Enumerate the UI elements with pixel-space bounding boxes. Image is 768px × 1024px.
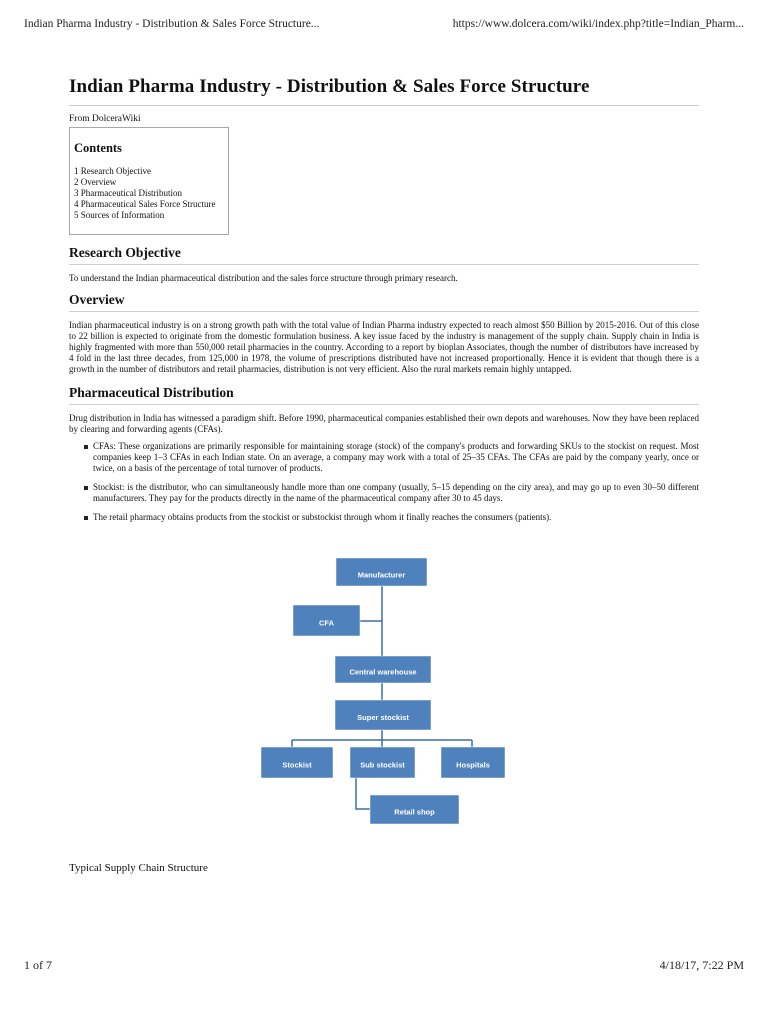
bullet-text-cfas: CFAs: These organizations are primarily responsible for maintaining storage (stock) of the company's products and forwarding SKUs to the stockist on request. Most companies keep 1–3 CFAs in each Indian state. On an average, a company may work with a total of 25–35 CFAs. The CFAs are paid by the company yearly, once or twice, on a basis of the percentage of total turnover of products. — [93, 441, 699, 473]
toc-item-research-objective[interactable]: 1 Research Objective — [74, 166, 151, 176]
print-footer — [24, 958, 744, 974]
print-datetime: 4/18/17, 7:22 PM — [659, 958, 744, 972]
toc-title: Contents — [74, 141, 122, 155]
node-retail-shop-label: Retail shop — [394, 807, 435, 817]
page-number: 1 of 7 — [24, 958, 52, 972]
node-stockist-label: Stockist — [282, 760, 312, 770]
toc-item-sales-force-structure[interactable]: 4 Pharmaceutical Sales Force Structure — [74, 199, 216, 209]
bullet-text-retail-pharmacy: The retail pharmacy obtains products from the stockist or substockist through whom it finally reaches the consumers (patients). — [93, 512, 552, 522]
node-sub-stockist-label: Sub stockist — [360, 760, 405, 770]
distribution-intro-text: Drug distribution in India has witnessed a paradigm shift. Before 1990, pharmaceutical companies established their own depots and warehouses. Now they have been replaced by clearing and forwarding agents (CFAs). — [69, 413, 699, 434]
connector-substockist-retail — [356, 778, 370, 809]
node-super-stockist-label: Super stockist — [357, 712, 409, 722]
node-cfa-label: CFA — [319, 618, 334, 628]
page-title: Indian Pharma Industry - Distribution & Sales Force Structure — [69, 76, 699, 106]
print-header-title: Indian Pharma Industry - Distribution & Sales Force Structure... — [24, 18, 320, 30]
section-heading-research-objective: Research Objective — [69, 245, 699, 265]
node-central-warehouse-label: Central warehouse — [349, 667, 417, 677]
toc-item-pharmaceutical-distribution[interactable]: 3 Pharmaceutical Distribution — [74, 188, 182, 198]
bullet-text-stockist: Stockist: is the distributor, who can simultaneously handle more than one company (usually, 5–15 depending on the city area), and may go up to even 30–50 different manufacturers. They pay for the products directly in the name of the pharmaceutical company after 30 to 45 days. — [93, 482, 699, 503]
toc-item-sources[interactable]: 5 Sources of Information — [74, 210, 165, 220]
diagram-caption: Typical Supply Chain Structure — [69, 862, 208, 874]
node-hospitals-label: Hospitals — [456, 760, 490, 770]
section-heading-overview: Overview — [69, 292, 699, 312]
overview-text: Indian pharmaceutical industry is on a strong growth path with the total value of Indian Pharma industry expected to reach almost $50 Billion by 2015-2016. Out of this close to 22 billion is expected to originate from the domestic formulation business. A key issue faced by the industry is management of the supply chain. Supply chain in India is highly fragmented with more than 550,000 retail pharmacies in the country. According to a report by bioplan Associates, though the number of distributors have increased by 4 fold in the last three decades, from 125,000 in 1978, the volume of prescriptions distributed have not increased proportionally. Hence it is evident that though there is a growth in the number of distributors and retail pharmacies, distribution is not very efficient. Also the rural markets remain highly untapped. — [69, 320, 699, 374]
node-manufacturer-label: Manufacturer — [357, 570, 406, 580]
print-header-url[interactable]: https://www.dolcera.com/wiki/index.php?title=Indian_Pharm... — [452, 18, 744, 30]
section-heading-pharmaceutical-distribution: Pharmaceutical Distribution — [69, 385, 699, 405]
toc-item-overview[interactable]: 2 Overview — [74, 177, 117, 187]
from-line: From DolceraWiki — [69, 114, 141, 124]
research-objective-text: To understand the Indian pharmaceutical distribution and the sales force structure through primary research. — [69, 273, 458, 283]
